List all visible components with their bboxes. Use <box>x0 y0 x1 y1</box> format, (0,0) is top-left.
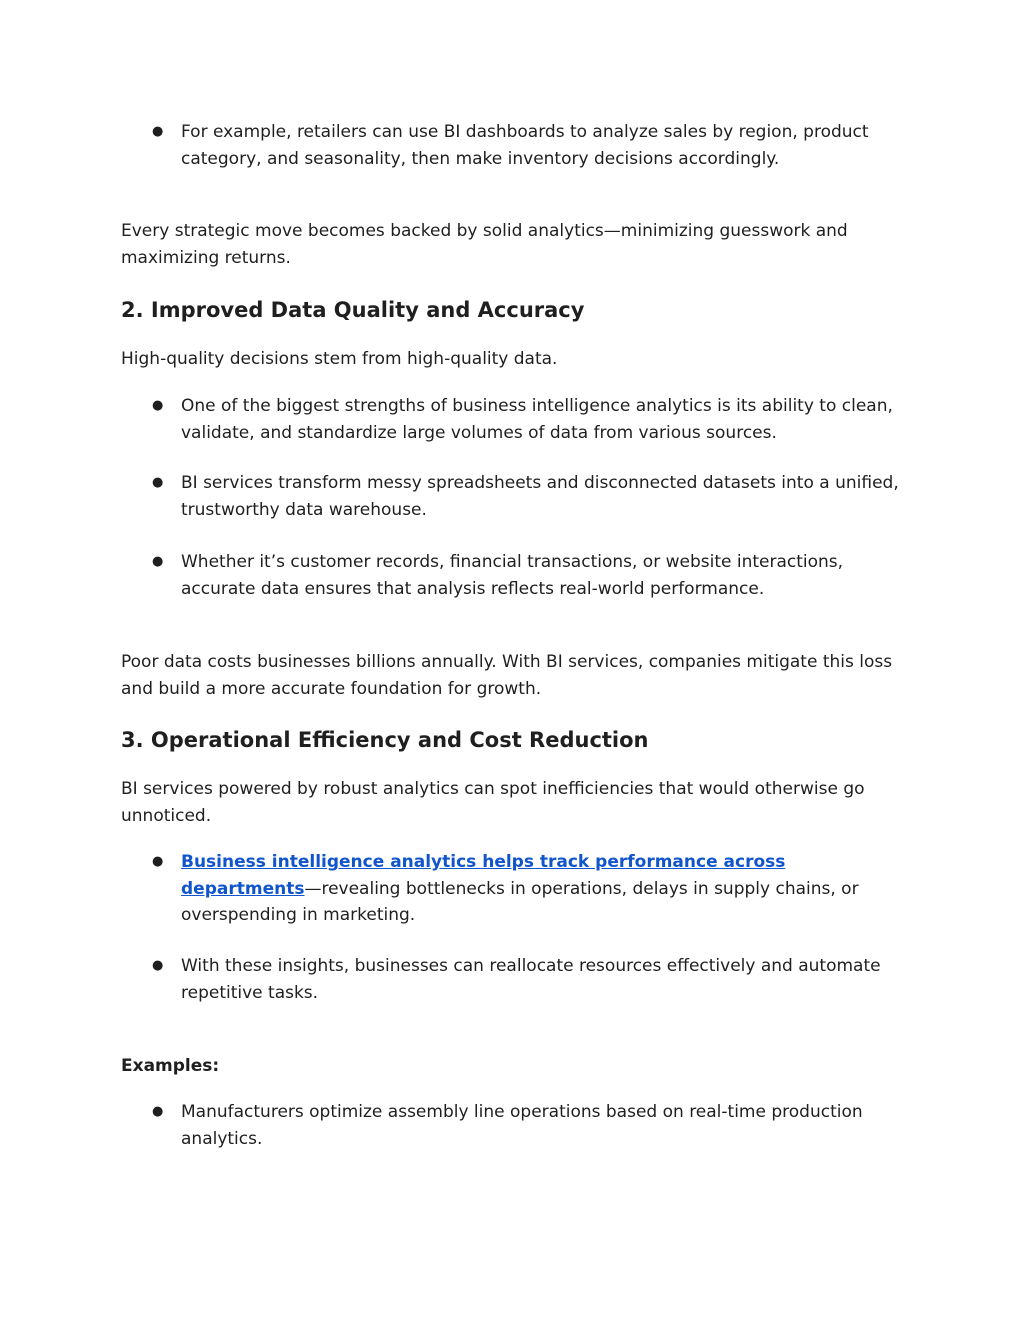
paragraph: Every strategic move becomes backed by solid analytics—minimizing guesswork and maximizing returns. <box>121 221 848 268</box>
paragraph: BI services powered by robust analytics can spot inefficiencies that would otherwise go unnoticed. <box>121 779 865 826</box>
bullet-icon: ● <box>152 475 164 490</box>
paragraph: High-quality decisions stem from high-quality data. <box>121 349 558 369</box>
list-item <box>121 549 911 602</box>
bullet-icon: ● <box>152 958 164 973</box>
list-item <box>121 953 911 1006</box>
list-item <box>121 119 911 172</box>
bullet-icon: ● <box>152 854 164 869</box>
bullet-icon: ● <box>152 1104 164 1119</box>
list-item <box>121 849 911 929</box>
section-heading: 2. Improved Data Quality and Accuracy <box>121 298 585 322</box>
list-item <box>121 393 911 446</box>
examples-label: Examples: <box>121 1056 220 1076</box>
list-item-text: Whether it’s customer records, financial transactions, or website interactions, accurate data ensures that analysis reflects real-world performance. <box>181 552 844 599</box>
list-item <box>121 1099 911 1152</box>
bullet-icon: ● <box>152 554 164 569</box>
list-item <box>121 470 911 523</box>
bi-analytics-link[interactable]: Business intelligence analytics helps track performance across departments <box>181 852 786 899</box>
paragraph: Poor data costs businesses billions annually. With BI services, companies mitigate this loss and build a more accurate foundation for growth. <box>121 652 893 699</box>
bullet-icon: ● <box>152 124 164 139</box>
list-item-text-rest: —revealing bottlenecks in operations, delays in supply chains, or overspending in marketing. <box>181 878 859 925</box>
list-item-text: BI services transform messy spreadsheets and disconnected datasets into a unified, trustworthy data warehouse. <box>181 473 899 520</box>
list-item-text: For example, retailers can use BI dashboards to analyze sales by region, product category, and seasonality, then make inventory decisions accordingly. <box>181 122 869 169</box>
bullet-icon: ● <box>152 398 164 413</box>
list-item-text: With these insights, businesses can reallocate resources effectively and automate repetitive tasks. <box>181 956 881 1003</box>
list-item-text: Manufacturers optimize assembly line operations based on real-time production analytics. <box>181 1102 863 1149</box>
list-item-text: One of the biggest strengths of business intelligence analytics is its ability to clean, validate, and standardize large volumes of data from various sources. <box>181 396 893 443</box>
section-heading: 3. Operational Efficiency and Cost Reduction <box>121 728 649 752</box>
list-item-text <box>181 849 911 929</box>
